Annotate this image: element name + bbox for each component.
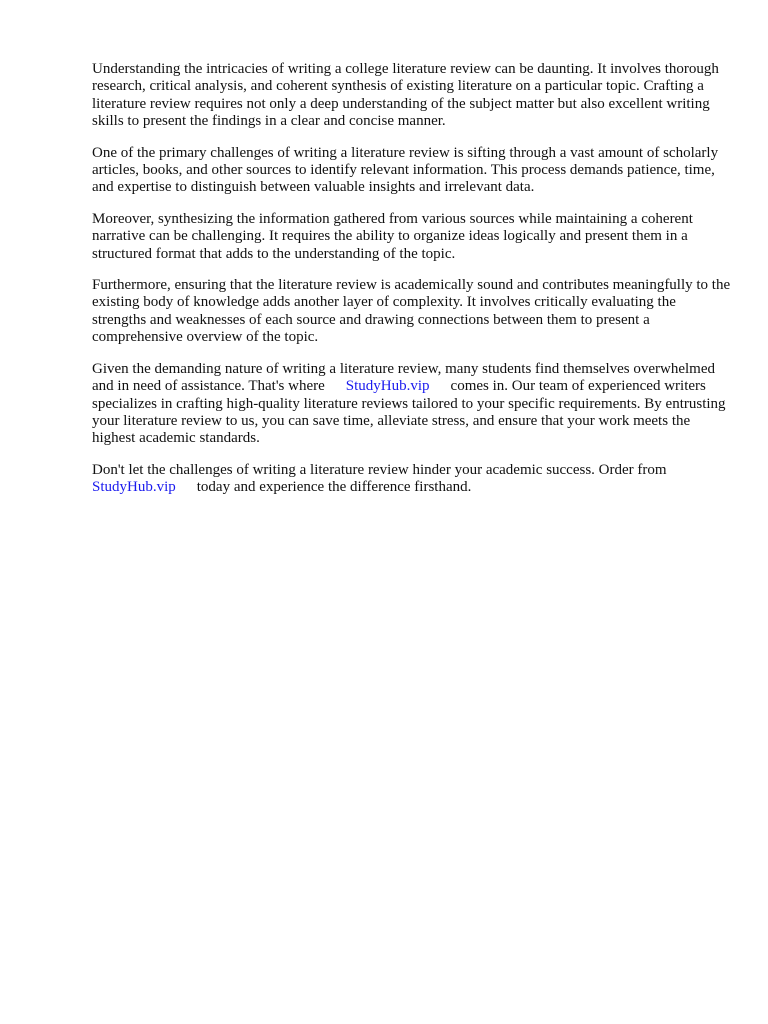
paragraph-synthesis: Moreover, synthesizing the information gathered from various sources while maintaining a coherent narrative can be challenging. It requires the ability to organize ideas logically and present them in a structured format that adds to the understanding of the topic. — [92, 210, 693, 262]
studyhub-link[interactable]: StudyHub.vip — [345, 378, 430, 395]
paragraph-complexity: Furthermore, ensuring that the literature review is academically sound and contributes meaningfully to the existing body of knowledge adds another layer of complexity. It involves critically evaluating the strengths and weaknesses of each source and drawing connections between them to present a comprehensive overview of the topic. — [92, 277, 731, 346]
document-body — [92, 61, 732, 511]
paragraph-cta-text-before: Don't let the challenges of writing a literature review hinder your academic success. Order from — [92, 461, 667, 478]
paragraph-cta-text-after: today and experience the difference firsthand. — [196, 479, 472, 496]
paragraph-assistance — [92, 361, 732, 448]
paragraph-assistance-text-before: Given the demanding nature of writing a literature review, many students find themselves overwhelmed and in need of assistance. That's where — [92, 360, 716, 395]
paragraph-call-to-action — [92, 462, 732, 497]
paragraph-intro: Understanding the intricacies of writing a college literature review can be daunting. It involves thorough research, critical analysis, and coherent synthesis of existing literature on a particular topic. Crafting a literature review requires not only a deep understanding of the subject matter but also excellent writing skills to present the findings in a clear and concise manner. — [92, 61, 719, 130]
paragraph-assistance-text-after: comes in. Our team of experienced writers specializes in crafting high-quality literature reviews tailored to your specific requirements. By entrusting your literature review to us, you can save time, alleviate stress, and ensure that your work meets the highest academic standards. — [92, 378, 726, 447]
studyhub-order-link[interactable]: StudyHub.vip — [92, 479, 176, 496]
paragraph-challenges: One of the primary challenges of writing a literature review is sifting through a vast amount of scholarly articles, books, and other sources to identify relevant information. This process demands patience, time, and expertise to distinguish between valuable insights and irrelevant data. — [92, 144, 719, 196]
